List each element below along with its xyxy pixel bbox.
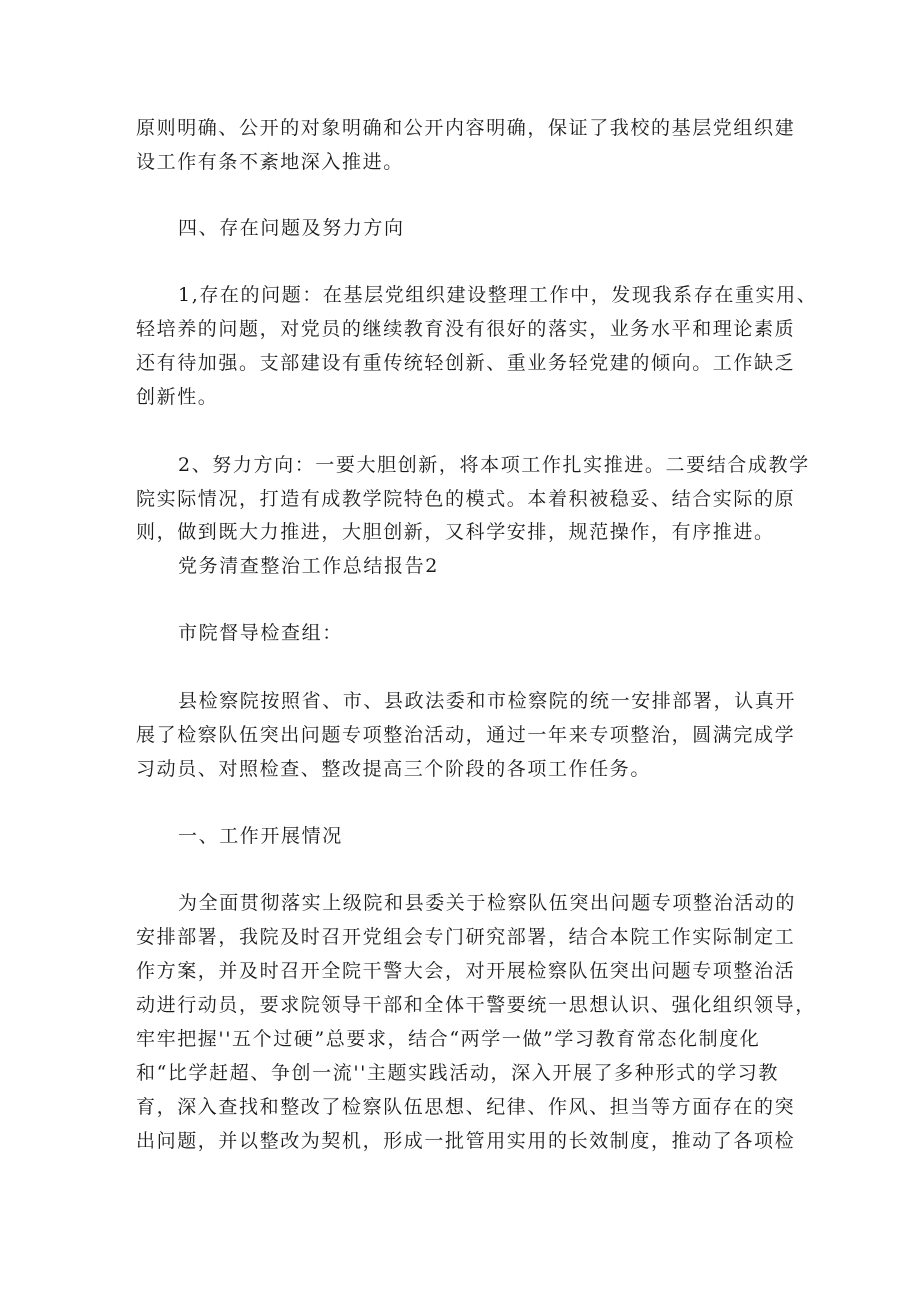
text-line: 1,存在的问题：在基层党组织建设整理工作中，发现我系存在重实用、 [178, 284, 818, 306]
section-heading: 一、工作开展情况 [178, 825, 343, 847]
text-line: 院实际情况，打造有成教学院特色的模式。本着积被稳妥、结合实际的原 [136, 488, 796, 510]
text-line: 展了检察队伍突出问题专项整治活动，通过一年来专项整治，圆满完成学 [136, 724, 796, 746]
section-heading: 四、存在问题及努力方向 [178, 217, 405, 239]
text-line: 2、努力方向：一要大胆创新，将本项工作扎实推进。二要结合成教学 [178, 454, 810, 476]
report-title: 党务清查整治工作总结报告2 [178, 555, 439, 577]
text-line: 动进行动员，要求院领导干部和全体干警要统一思想认识、强化组织领导， [136, 994, 816, 1016]
text-line: 作方案，并及时召开全院干警大会，对开展检察队伍突出问题专项整治活 [136, 960, 796, 982]
text-line: 则，做到既大力推进，大胆创新，又科学安排，规范操作，有序推进。 [136, 521, 775, 543]
text-line: 轻培养的问题，对党员的继续教育没有很好的落实，业务水平和理论素质 [136, 318, 796, 340]
text-line: 出问题，并以整改为契机，形成一批管用实用的长效制度，推动了各项检 [136, 1130, 796, 1152]
text-line: 和“比学赶超、争创一流''主题实践活动，深入开展了多种形式的学习教 [136, 1062, 779, 1084]
salutation: 市院督导检查组： [178, 622, 343, 644]
text-line: 为全面贯彻落实上级院和县委关于检察队伍突出问题专项整治活动的 [178, 892, 797, 914]
text-line: 县检察院按照省、市、县政法委和市检察院的统一安排部署，认真开 [178, 690, 797, 712]
text-line: 牢牢把握''五个过硬”总要求，结合“两学一做”学习教育常态化制度化 [136, 1028, 761, 1050]
text-line: 安排部署，我院及时召开党组会专门研究部署，结合本院工作实际制定工 [136, 926, 796, 948]
text-line: 育，深入查找和整改了检察队伍思想、纪律、作风、担当等方面存在的突 [136, 1096, 796, 1118]
text-line: 创新性。 [136, 386, 219, 408]
text-line: 设工作有条不紊地深入推进。 [136, 151, 404, 173]
text-line: 原则明确、公开的对象明确和公开内容明确，保证了我校的基层党组织建 [136, 117, 796, 139]
text-line: 习动员、对照检查、整改提高三个阶段的各项工作任务。 [136, 758, 652, 780]
text-line: 还有待加强。支部建设有重传统轻创新、重业务轻党建的倾向。工作缺乏 [136, 352, 796, 374]
